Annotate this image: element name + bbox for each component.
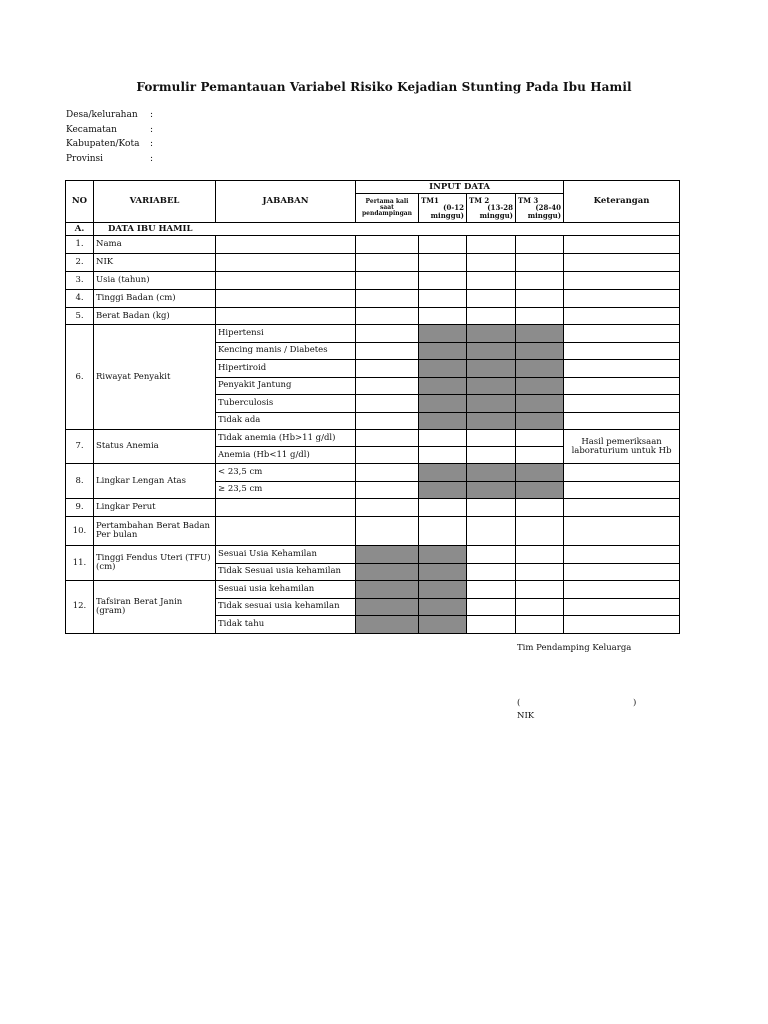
shaded-cell [516,360,564,378]
keterangan-cell[interactable] [564,377,680,395]
info-row-provinsi [66,154,153,169]
shaded-cell [516,412,564,430]
input-cell[interactable] [467,272,516,290]
section-title: DATA IBU HAMIL [94,223,680,236]
shaded-cell [419,563,467,581]
row-variabel: Lingkar Lengan Atas [94,464,216,499]
input-cell[interactable] [516,517,564,546]
header-input-data: INPUT DATA [356,181,564,194]
input-cell[interactable] [467,616,516,634]
input-cell[interactable] [419,272,467,290]
input-cell[interactable] [516,563,564,581]
input-cell[interactable] [356,236,419,254]
option-label: Penyakit Jantung [216,377,356,395]
shaded-cell [516,342,564,360]
input-cell[interactable] [467,499,516,517]
info-label: Kecamatan [66,124,117,135]
input-cell[interactable] [516,546,564,564]
option-label: Hipertensi [216,325,356,343]
input-cell[interactable] [356,412,419,430]
tm3-label: TM 3 [518,195,539,205]
shaded-cell [356,563,419,581]
keterangan-cell[interactable] [564,236,680,254]
answer-cell[interactable] [216,308,356,325]
row-no: 11. [66,546,94,581]
input-cell[interactable] [467,598,516,616]
shaded-cell [419,360,467,378]
shaded-cell [467,342,516,360]
shaded-cell [419,325,467,343]
row-no: 8. [66,464,94,499]
header-keterangan: Keterangan [564,181,680,223]
info-colon: : [150,110,154,120]
answer-cell[interactable] [216,236,356,254]
input-cell[interactable] [356,464,419,482]
option-label: Sesuai usia kehamilan [216,581,356,599]
input-cell[interactable] [516,430,564,447]
answer-cell[interactable] [216,254,356,272]
row-no: 5. [66,308,94,325]
tm2-range: (13-28 minggu) [479,203,513,220]
info-colon: : [150,139,154,149]
input-cell[interactable] [356,481,419,499]
header-tm1 [419,194,467,223]
row-variabel: Tafsiran Berat Janin (gram) [94,581,216,634]
input-cell[interactable] [419,236,467,254]
input-cell[interactable] [516,616,564,634]
info-colon: : [150,153,154,164]
option-label: Tidak Sesuai usia kehamilan [216,563,356,581]
input-cell[interactable] [356,517,419,546]
input-cell[interactable] [419,430,467,447]
input-cell[interactable] [516,499,564,517]
keterangan-cell[interactable] [564,308,680,325]
header-tm3 [516,194,564,223]
input-cell[interactable] [356,308,419,325]
shaded-cell [419,395,467,413]
row-variabel: Usia (tahun) [94,272,216,290]
shaded-cell [419,616,467,634]
input-cell[interactable] [516,254,564,272]
input-cell[interactable] [356,377,419,395]
keterangan-cell[interactable] [564,546,680,564]
table-row [66,464,680,482]
row-variabel: Riwayat Penyakit [94,325,216,430]
option-label: ≥ 23,5 cm [216,481,356,499]
shaded-cell [516,464,564,482]
shaded-cell [516,377,564,395]
table-row [66,546,680,564]
row-variabel: Status Anemia [94,430,216,464]
input-cell[interactable] [467,546,516,564]
table-row [66,236,680,254]
shaded-cell [419,377,467,395]
option-label: Anemia (Hb<11 g/dl) [216,447,356,464]
input-cell[interactable] [419,290,467,308]
tm3-range: (28-40 minggu) [527,203,562,220]
keterangan-cell[interactable] [564,499,680,517]
option-label: Tidak anemia (Hb>11 g/dl) [216,430,356,447]
input-cell[interactable] [419,517,467,546]
input-cell[interactable] [516,272,564,290]
answer-cell[interactable] [216,290,356,308]
shaded-cell [356,598,419,616]
keterangan-cell[interactable] [564,616,680,634]
signature-open-paren: ( [517,698,521,708]
table-row [66,254,680,272]
option-label: Kencing manis / Diabetes [216,342,356,360]
keterangan-cell[interactable] [564,395,680,413]
header-tm2 [467,194,516,223]
row-variabel: Nama [94,236,216,254]
row-no: 12. [66,581,94,634]
table-row [66,308,680,325]
header-no: NO [66,181,94,223]
input-cell[interactable] [356,395,419,413]
header-jababan: JABABAN [216,181,356,223]
input-cell[interactable] [516,447,564,464]
input-cell[interactable] [467,581,516,599]
input-cell[interactable] [356,325,419,343]
shaded-cell [356,546,419,564]
shaded-cell [419,464,467,482]
row-variabel: Berat Badan (kg) [94,308,216,325]
row-variabel: Lingkar Perut [94,499,216,517]
option-label: Tidak ada [216,412,356,430]
tm2-label: TM 2 [469,195,490,205]
row-variabel: Tinggi Fendus Uteri (TFU) (cm) [94,546,216,581]
table-row [66,581,680,599]
shaded-cell [419,598,467,616]
row-no: 9. [66,499,94,517]
keterangan-cell[interactable] [564,325,680,343]
form-title: Formulir Pemantauan Variabel Risiko Kejadian Stunting Pada Ibu Hamil [136,80,632,94]
option-label: Tidak tahu [216,616,356,634]
keterangan-cell[interactable] [564,412,680,430]
input-cell[interactable] [356,499,419,517]
input-cell[interactable] [356,272,419,290]
shaded-cell [467,360,516,378]
shaded-cell [467,481,516,499]
tm1-label: TM1 [421,195,439,205]
row-no: 7. [66,430,94,464]
table-row [66,499,680,517]
shaded-cell [467,464,516,482]
input-cell[interactable] [467,236,516,254]
info-row-kecamatan [66,125,153,140]
shaded-cell [419,342,467,360]
row-variabel: NIK [94,254,216,272]
header-first-visit: Pertama kali saat pendampingan [356,194,419,223]
shaded-cell [467,395,516,413]
input-cell[interactable] [356,430,419,447]
row-variabel: Tinggi Badan (cm) [94,290,216,308]
input-cell[interactable] [467,308,516,325]
input-cell[interactable] [516,308,564,325]
shaded-cell [419,581,467,599]
table-row [66,517,680,546]
section-no: A. [66,223,94,236]
option-label: Hipertiroid [216,360,356,378]
input-cell[interactable] [467,430,516,447]
shaded-cell [516,395,564,413]
row-no: 4. [66,290,94,308]
shaded-cell [356,616,419,634]
keterangan-note: Hasil pemeriksaan laboraturium untuk Hb [564,430,680,464]
tm1-range: (0-12 minggu) [430,203,464,220]
keterangan-cell[interactable] [564,254,680,272]
shaded-cell [419,546,467,564]
row-variabel: Pertambahan Berat Badan Per bulan [94,517,216,546]
location-info [66,110,153,168]
monitoring-table [65,180,680,634]
input-cell[interactable] [356,447,419,464]
signature-nik: NIK [517,711,535,721]
option-label: < 23,5 cm [216,464,356,482]
shaded-cell [467,377,516,395]
info-label: Desa/kelurahan [66,110,138,120]
input-cell[interactable] [467,447,516,464]
answer-cell[interactable] [216,272,356,290]
input-cell[interactable] [356,360,419,378]
shaded-cell [356,581,419,599]
input-cell[interactable] [356,290,419,308]
keterangan-cell[interactable] [564,464,680,482]
input-cell[interactable] [516,236,564,254]
row-no: 3. [66,272,94,290]
option-label: Tuberculosis [216,395,356,413]
info-colon: : [150,124,154,135]
row-no: 10. [66,517,94,546]
keterangan-cell[interactable] [564,481,680,499]
keterangan-cell[interactable] [564,581,680,599]
row-no: 6. [66,325,94,430]
table-row [66,290,680,308]
keterangan-cell[interactable] [564,342,680,360]
shaded-cell [419,412,467,430]
table-row [66,272,680,290]
input-cell[interactable] [467,563,516,581]
input-cell[interactable] [516,290,564,308]
input-cell[interactable] [356,254,419,272]
table-row [66,325,680,343]
signature-team: Tim Pendamping Keluarga [517,643,632,653]
shaded-cell [516,325,564,343]
input-cell[interactable] [419,499,467,517]
keterangan-cell[interactable] [564,290,680,308]
shaded-cell [516,481,564,499]
keterangan-cell[interactable] [564,360,680,378]
info-label: Provinsi [66,153,104,164]
signature-close-paren: ) [633,698,637,708]
shaded-cell [467,412,516,430]
keterangan-cell[interactable] [564,272,680,290]
input-cell[interactable] [516,598,564,616]
keterangan-cell[interactable] [564,598,680,616]
input-cell[interactable] [419,308,467,325]
section-row [66,223,680,236]
keterangan-cell[interactable] [564,517,680,546]
option-label: Tidak sesuai usia kehamilan [216,598,356,616]
row-no: 1. [66,236,94,254]
header-variabel: VARIABEL [94,181,216,223]
input-cell[interactable] [516,581,564,599]
keterangan-cell[interactable] [564,563,680,581]
shaded-cell [419,481,467,499]
shaded-cell [467,325,516,343]
input-cell[interactable] [356,342,419,360]
answer-cell[interactable] [216,517,356,546]
input-cell[interactable] [467,517,516,546]
table-row [66,430,680,447]
input-cell[interactable] [467,254,516,272]
row-no: 2. [66,254,94,272]
info-label: Kabupaten/Kota [66,139,140,149]
input-cell[interactable] [419,254,467,272]
info-row-kabupaten [66,139,153,154]
info-row-desa [66,110,153,125]
option-label: Sesuai Usia Kehamilan [216,546,356,564]
input-cell[interactable] [467,290,516,308]
answer-cell[interactable] [216,499,356,517]
input-cell[interactable] [419,447,467,464]
